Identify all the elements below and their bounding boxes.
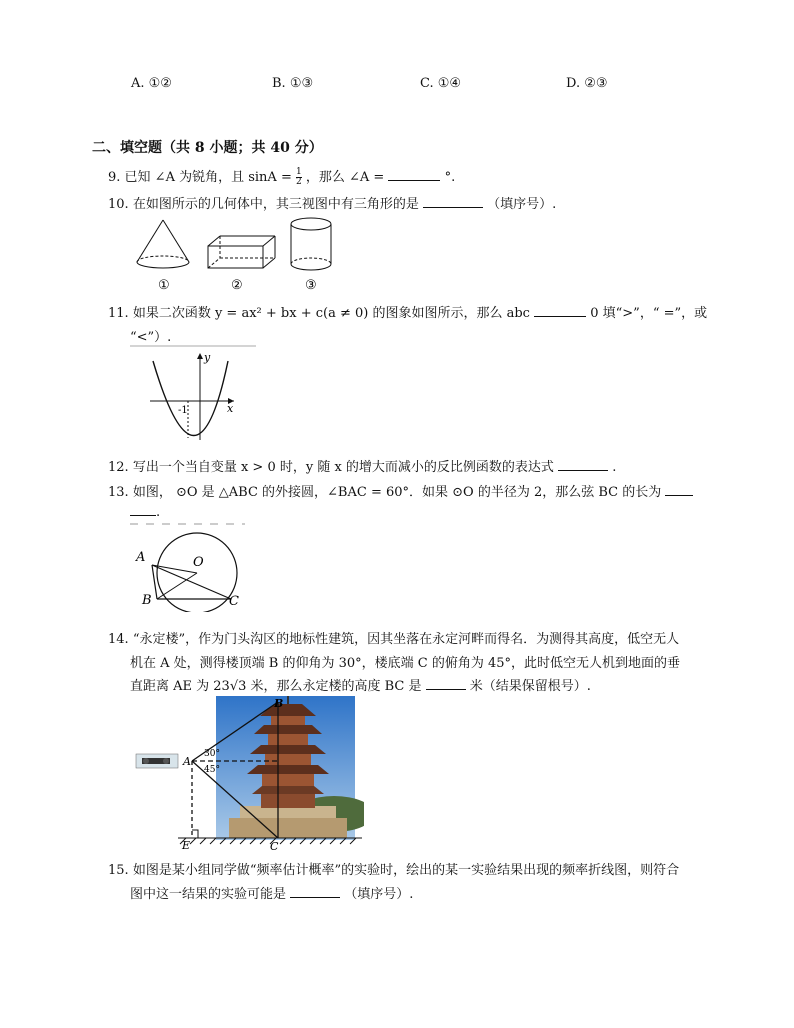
- circle-figure: [130, 520, 245, 612]
- question-text: 已知 ∠A 为锐角，且 sinA =: [124, 170, 292, 185]
- question-number: 9.: [108, 170, 121, 185]
- option-d: D. ②③: [566, 76, 608, 91]
- point-c-label: C: [270, 840, 279, 852]
- question-15-line-2: [130, 883, 413, 902]
- figure-label-2: ②: [231, 278, 243, 292]
- segment-ab: [152, 565, 157, 599]
- answer-blank[interactable]: [534, 304, 586, 317]
- fraction-numerator: 1: [295, 167, 302, 177]
- question-14-line-1: [108, 628, 679, 647]
- question-text: ，那么 ∠A =: [305, 170, 385, 185]
- question-text: 图中这一结果的实验可能是: [130, 887, 287, 902]
- cone-shape: [137, 220, 189, 268]
- question-14-line-3: [130, 675, 591, 694]
- figure-label-3: ③: [305, 278, 317, 292]
- x-axis-label: x: [227, 402, 234, 415]
- question-13-line-2: [130, 503, 160, 520]
- question-number: 11.: [108, 306, 129, 321]
- question-9: [108, 166, 455, 187]
- question-number: 14.: [108, 632, 129, 647]
- point-o-label: O: [193, 555, 204, 570]
- question-text: °.: [444, 170, 456, 185]
- fraction: [296, 168, 302, 187]
- option-a: A. ①②: [131, 76, 172, 91]
- cylinder-shape: [291, 218, 331, 270]
- answer-blank[interactable]: [558, 458, 608, 471]
- question-text: .: [612, 460, 617, 475]
- pagoda-figure: [134, 694, 364, 852]
- question-11-line-2: “<”）.: [130, 330, 172, 345]
- point-b-label: B: [274, 697, 284, 710]
- point-a-label: A: [136, 550, 146, 565]
- segment-ac: [152, 565, 231, 599]
- question-10: [108, 193, 556, 212]
- solids-figure: [128, 212, 348, 292]
- option-b: B. ①③: [272, 76, 314, 91]
- answer-blank[interactable]: [290, 885, 340, 898]
- right-angle-mark: [192, 830, 198, 838]
- question-text: 如图是某小组同学做“频率估计概率”的实验时，绘出的某一实验结果出现的频率折线图，则符合: [132, 863, 680, 878]
- question-text: 米（结果保留根号）.: [469, 679, 591, 694]
- y-axis-label: y: [204, 351, 211, 364]
- question-15-line-1: [108, 859, 679, 878]
- point-e-label: E: [182, 839, 191, 852]
- answer-blank[interactable]: [388, 168, 440, 181]
- question-text: .: [156, 505, 161, 520]
- section-title: 二、填空题（共 8 小题；共 40 分）: [92, 140, 323, 156]
- question-text: 在如图所示的几何体中，其三视图中有三角形的是: [132, 197, 419, 212]
- radius-ob: [157, 573, 197, 599]
- answer-blank[interactable]: [665, 483, 693, 496]
- answer-blank[interactable]: [423, 195, 483, 208]
- radius-oa: [152, 565, 197, 573]
- question-number: 10.: [108, 197, 129, 212]
- question-text: （填序号）.: [344, 887, 414, 902]
- question-text: 如图， ⊙O 是 △ABC 的外接圆，∠BAC = 60°．如果 ⊙O 的半径为 2，那么弦 BC 的长为: [132, 485, 662, 500]
- question-13: [108, 481, 693, 500]
- question-14-line-2: 机在 A 处，测得楼顶端 B 的仰角为 30°，楼底端 C 的俯角为 45°，此时低空无人机到地面的垂: [130, 656, 681, 671]
- question-text: 直距离 AE 为 23√3 米，那么永定楼的高度 BC 是: [130, 679, 422, 694]
- box-shape: [208, 236, 275, 268]
- question-number: 12.: [108, 460, 129, 475]
- question-text: 0 填“>”，“ =”，或: [590, 306, 708, 321]
- point-b-label: B: [142, 593, 152, 608]
- answer-blank[interactable]: [426, 677, 466, 690]
- drone-icon: [136, 754, 178, 768]
- question-text: 如果二次函数 y = ax² + bx + c(a ≠ 0) 的图象如图所示，那么 abc: [132, 306, 530, 321]
- question-number: 13.: [108, 485, 129, 500]
- question-11-line-1: [108, 302, 707, 321]
- parabola-curve: [153, 361, 228, 436]
- question-text: 写出一个当自变量 x > 0 时，y 随 x 的增大而减小的反比例函数的表达式: [132, 460, 554, 475]
- tick-label: -1: [178, 405, 188, 416]
- fraction-denominator: 2: [295, 177, 302, 187]
- parabola-figure: [130, 345, 256, 441]
- question-text: （填序号）.: [487, 197, 557, 212]
- answer-blank-continued[interactable]: [130, 503, 156, 516]
- option-c: C. ①④: [420, 76, 462, 91]
- question-number: 15.: [108, 863, 129, 878]
- figure-label-1: ①: [158, 278, 170, 292]
- angle-45-label: 45°: [204, 765, 220, 775]
- question-12: [108, 456, 616, 475]
- y-axis-arrow: [197, 353, 203, 359]
- point-a-label: A: [183, 755, 191, 768]
- question-text: “永定楼”，作为门头沟区的地标性建筑，因其坐落在永定河畔而得名．为测得其高度，低空无人: [132, 632, 680, 647]
- angle-30-label: 30°: [204, 749, 220, 759]
- point-c-label: C: [229, 594, 239, 609]
